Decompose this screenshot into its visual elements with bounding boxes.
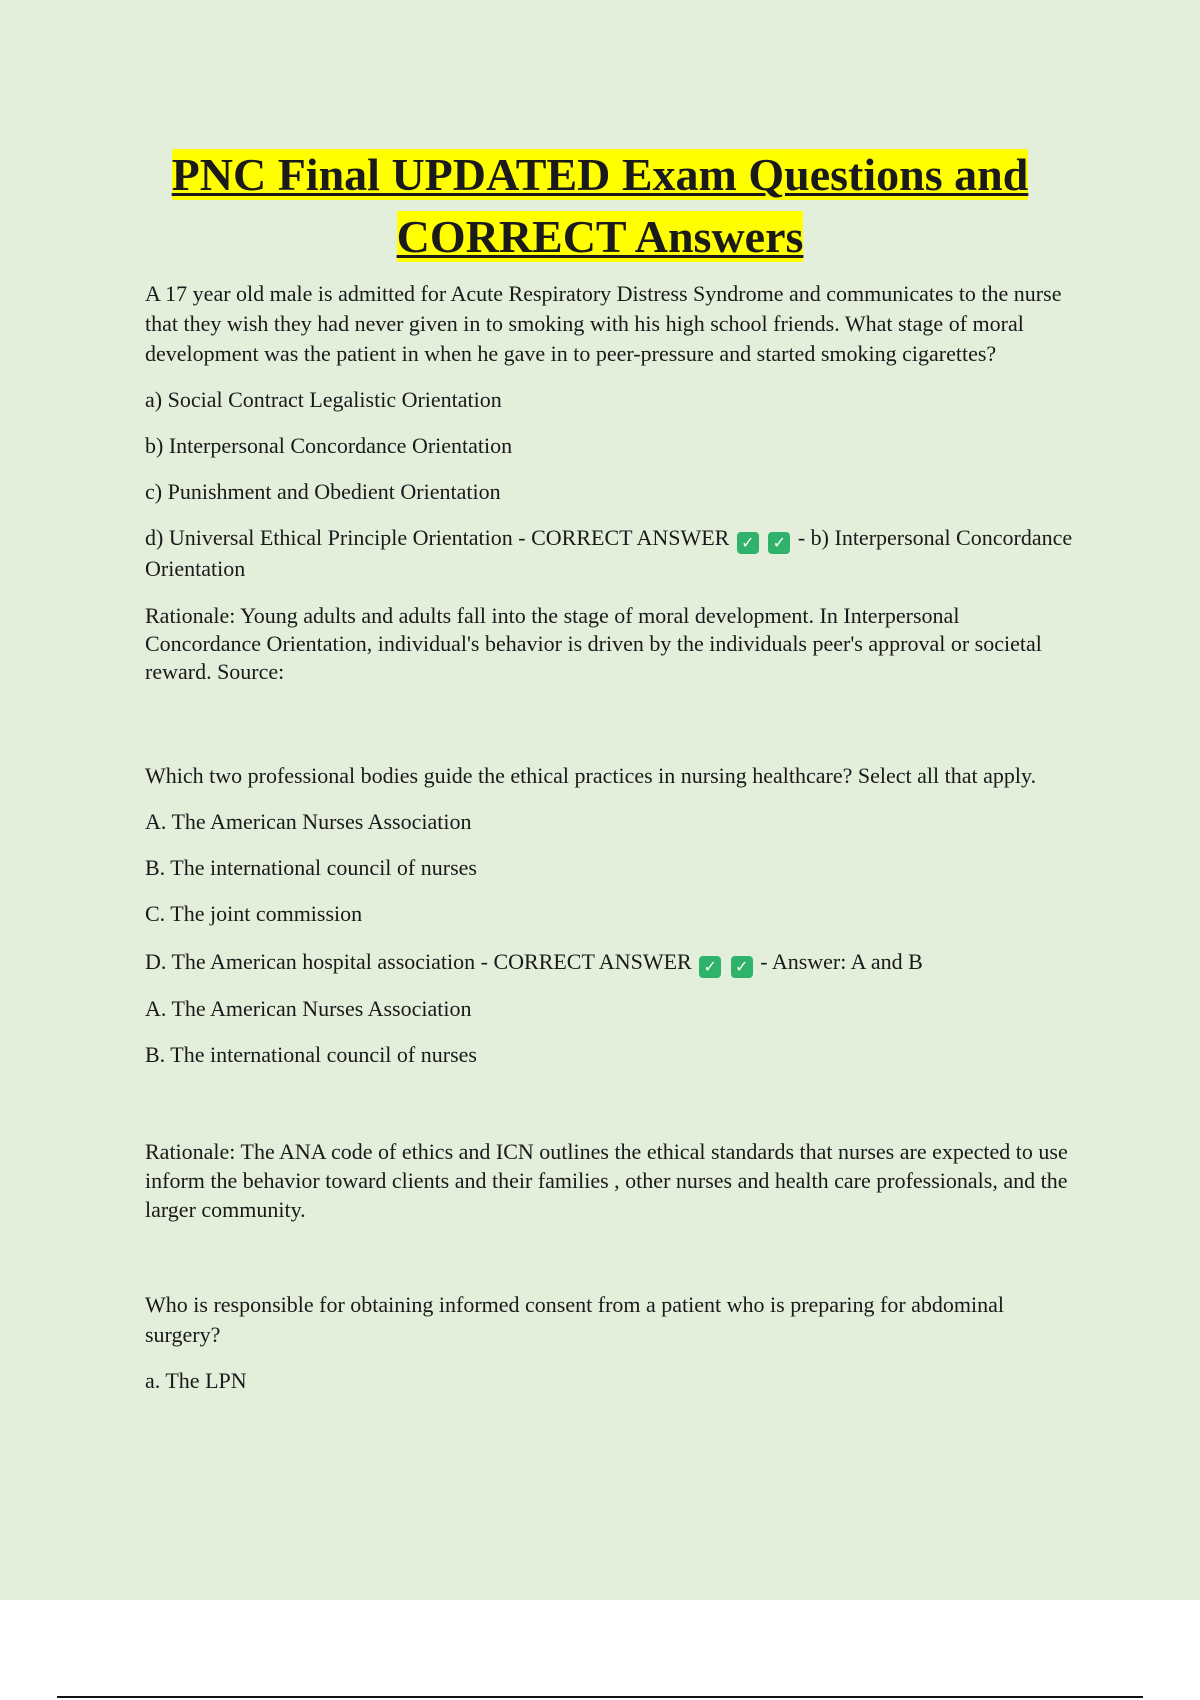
question-2-text: Which two professional bodies guide the ethical practices in nursing healthcare? Select all that apply. [145, 763, 1037, 788]
question-2-answer: - Answer: A and B [760, 949, 923, 974]
question-1-option-d-answer [145, 523, 1075, 584]
check-mark-icon: ✓ [699, 956, 721, 978]
question-2-option-b: B. The international council of nurses [145, 855, 477, 880]
question-3-option-a: a. The LPN [145, 1368, 247, 1393]
question-2-option-c: C. The joint commission [145, 901, 363, 926]
question-1-option-a: a) Social Contract Legalistic Orientation [145, 387, 502, 412]
question-2-answer-b: B. The international council of nurses [145, 1042, 477, 1067]
document-title [0, 144, 1200, 268]
question-3-text: Who is responsible for obtaining informed consent from a patient who is preparing for abdominal surgery? [145, 1292, 1005, 1347]
question-1-option-d: d) Universal Ethical Principle Orientation - CORRECT ANSWER [145, 525, 730, 550]
question-2-answer-a: A. The American Nurses Association [145, 996, 472, 1021]
footer-divider [57, 1696, 1143, 1698]
question-2-option-d-answer [145, 947, 1075, 978]
question-1-option-b: b) Interpersonal Concordance Orientation [145, 433, 513, 458]
check-mark-icon: ✓ [731, 956, 753, 978]
question-1-rationale: Rationale: Young adults and adults fall into the stage of moral development. In Interpersonal Concordance Orientation, individual's behavior is driven by the individuals peer's approval or societal reward. Source: [145, 603, 1042, 684]
check-mark-icon: ✓ [768, 532, 790, 554]
question-1-text: A 17 year old male is admitted for Acute Respiratory Distress Syndrome and communicates to the nurse that they wish they had never given in to smoking with his high school friends. What stage of moral development was the patient in when he gave in to peer-pressure and started smoking cigarettes? [145, 281, 1062, 366]
question-1-option-c: c) Punishment and Obedient Orientation [145, 479, 501, 504]
check-mark-icon: ✓ [737, 532, 759, 554]
question-2-rationale: Rationale: The ANA code of ethics and ICN outlines the ethical standards that nurses are expected to use inform the behavior toward clients and their families , other nurses and health care professionals, and the larger community. [145, 1139, 1068, 1222]
title-line-2: CORRECT Answers [396, 211, 804, 262]
title-line-1: PNC Final UPDATED Exam Questions and [171, 149, 1029, 200]
document-body [145, 279, 1075, 1396]
question-2-option-d: D. The American hospital association - CORRECT ANSWER [145, 949, 692, 974]
question-1-answer: - b) Interpersonal Concordance Orientation [145, 525, 1073, 581]
question-2-option-a: A. The American Nurses Association [145, 809, 472, 834]
